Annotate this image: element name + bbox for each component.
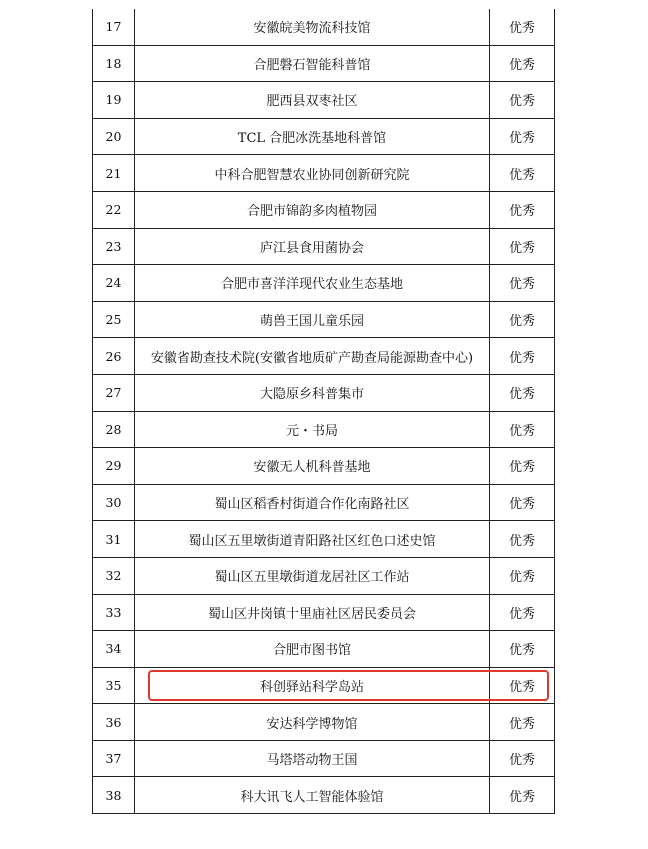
- row-name-cell: 蜀山区五里墩街道青阳路社区红色口述史馆: [135, 521, 490, 558]
- table-row: [93, 338, 555, 375]
- table-row: [93, 484, 555, 521]
- row-name-cell: TCL 合肥冰洗基地科普馆: [135, 118, 490, 155]
- row-number-cell: 21: [93, 155, 135, 192]
- row-name-cell: 安徽无人机科普基地: [135, 448, 490, 485]
- row-grade-cell: 优秀: [490, 228, 555, 265]
- row-number-cell: 19: [93, 82, 135, 119]
- table-row: [93, 411, 555, 448]
- table-row: [93, 521, 555, 558]
- row-grade-cell: 优秀: [490, 338, 555, 375]
- row-grade-cell: 优秀: [490, 521, 555, 558]
- row-name-cell: 蜀山区井岗镇十里庙社区居民委员会: [135, 594, 490, 631]
- table-row: [93, 228, 555, 265]
- row-name-cell: 安达科学博物馆: [135, 704, 490, 741]
- row-name-cell: 蜀山区稻香村街道合作化南路社区: [135, 484, 490, 521]
- row-number-cell: 34: [93, 631, 135, 668]
- row-number-cell: 17: [93, 9, 135, 45]
- row-number-cell: 31: [93, 521, 135, 558]
- table-row: [93, 9, 555, 45]
- row-grade-cell: 优秀: [490, 301, 555, 338]
- row-grade-cell: 优秀: [490, 557, 555, 594]
- row-grade-cell: 优秀: [490, 740, 555, 777]
- row-grade-cell: 优秀: [490, 118, 555, 155]
- table-row: [93, 301, 555, 338]
- table-row: [93, 82, 555, 119]
- row-number-cell: 29: [93, 448, 135, 485]
- row-name-cell: 合肥市喜洋洋现代农业生态基地: [135, 265, 490, 302]
- row-number-cell: 20: [93, 118, 135, 155]
- row-number-cell: 25: [93, 301, 135, 338]
- row-name-cell: 马塔塔动物王国: [135, 740, 490, 777]
- row-grade-cell: 优秀: [490, 9, 555, 45]
- table-row: [93, 740, 555, 777]
- row-number-cell: 36: [93, 704, 135, 741]
- row-number-cell: 30: [93, 484, 135, 521]
- row-name-cell: 萌兽王国儿童乐园: [135, 301, 490, 338]
- row-number-cell: 38: [93, 777, 135, 814]
- table-row: [93, 45, 555, 82]
- row-grade-cell: 优秀: [490, 45, 555, 82]
- row-number-cell: 37: [93, 740, 135, 777]
- row-number-cell: 35: [93, 667, 135, 704]
- row-grade-cell: 优秀: [490, 777, 555, 814]
- row-number-cell: 23: [93, 228, 135, 265]
- results-table-body: [93, 9, 555, 814]
- row-name-cell: 安徽省勘查技术院(安徽省地质矿产勘查局能源勘查中心): [135, 338, 490, 375]
- row-name-cell: 合肥市锦韵多肉植物园: [135, 191, 490, 228]
- row-grade-cell: 优秀: [490, 265, 555, 302]
- row-name-cell: 肥西县双枣社区: [135, 82, 490, 119]
- row-grade-cell: 优秀: [490, 448, 555, 485]
- row-name-cell: 安徽皖美物流科技馆: [135, 9, 490, 45]
- table-row: [93, 448, 555, 485]
- table-row: [93, 557, 555, 594]
- table-row: [93, 704, 555, 741]
- row-name-cell: 元・书局: [135, 411, 490, 448]
- row-number-cell: 27: [93, 374, 135, 411]
- row-name-cell: 合肥磐石智能科普馆: [135, 45, 490, 82]
- row-number-cell: 22: [93, 191, 135, 228]
- row-number-cell: 32: [93, 557, 135, 594]
- table-row: [93, 374, 555, 411]
- row-grade-cell: 优秀: [490, 631, 555, 668]
- results-table: [92, 9, 555, 814]
- row-name-cell: 中科合肥智慧农业协同创新研究院: [135, 155, 490, 192]
- row-number-cell: 33: [93, 594, 135, 631]
- table-row: [93, 594, 555, 631]
- row-number-cell: 24: [93, 265, 135, 302]
- table-row: [93, 118, 555, 155]
- row-grade-cell: 优秀: [490, 704, 555, 741]
- row-grade-cell: 优秀: [490, 411, 555, 448]
- results-table-container: [92, 9, 553, 814]
- table-row: [93, 265, 555, 302]
- table-row: [93, 631, 555, 668]
- table-row: [93, 777, 555, 814]
- row-number-cell: 28: [93, 411, 135, 448]
- row-grade-cell: 优秀: [490, 374, 555, 411]
- row-number-cell: 18: [93, 45, 135, 82]
- row-grade-cell: 优秀: [490, 155, 555, 192]
- row-grade-cell: 优秀: [490, 594, 555, 631]
- row-name-cell: 庐江县食用菌协会: [135, 228, 490, 265]
- row-grade-cell: 优秀: [490, 484, 555, 521]
- row-name-cell: 大隐原乡科普集市: [135, 374, 490, 411]
- row-grade-cell: 优秀: [490, 191, 555, 228]
- row-name-cell: 科大讯飞人工智能体验馆: [135, 777, 490, 814]
- row-name-cell: 合肥市图书馆: [135, 631, 490, 668]
- row-grade-cell: 优秀: [490, 82, 555, 119]
- table-row: [93, 191, 555, 228]
- row-name-cell: 科创驿站科学岛站: [135, 667, 490, 704]
- row-number-cell: 26: [93, 338, 135, 375]
- table-row: [93, 667, 555, 704]
- row-grade-cell: 优秀: [490, 667, 555, 704]
- table-row: [93, 155, 555, 192]
- row-name-cell: 蜀山区五里墩街道龙居社区工作站: [135, 557, 490, 594]
